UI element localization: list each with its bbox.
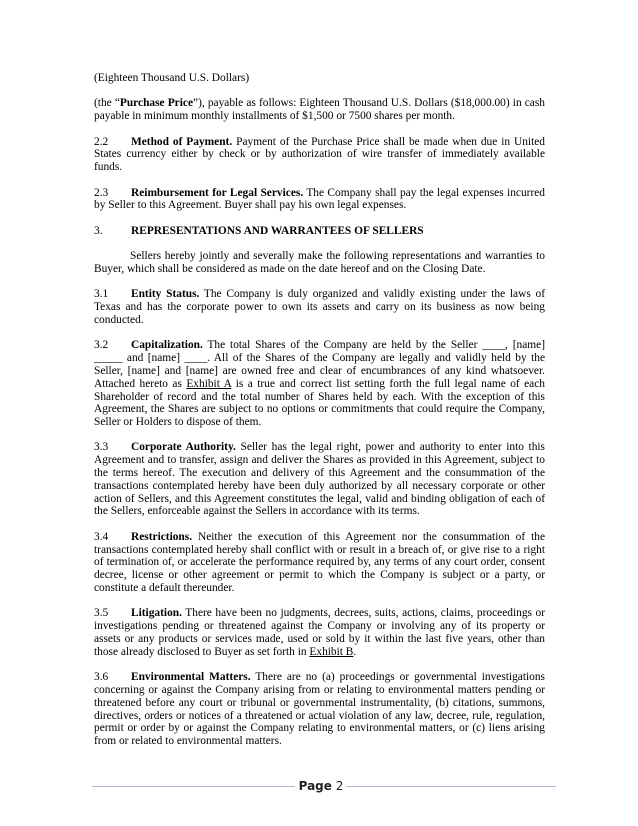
section-3-2: 3.2 Capitalization. The total Shares of the Company are held by the Seller ____, [name] _____ and [name] ____. All of the Shares of the Company are legally and validly held by the Seller, [name] and [name] are owned free and clear of encumbrances of any kind whatsoever. Attached hereto as Exhibit A is a true and correct list setting forth the full legal name of each Shareholder of record and the total number of Shares held by each. With the exception of this Agreement, the Shares are subject to no options or commitments that could require the Company, Seller or Holders to dispose of them. [94, 339, 545, 429]
section-title: Environmental Matters. [131, 671, 251, 684]
section-title: Reimbursement for Legal Services. [131, 186, 304, 199]
exhibit-a-link: Exhibit A [186, 377, 232, 390]
section-3-5: 3.5 Litigation. There have been no judgments, decrees, suits, actions, claims, proceedings or investigations pending or threatened against the Company or involving any of its property or assets or any products or services made, used or sold by it within the last five years, other than those already disclosed to Buyer as set forth in Exhibit B. [94, 607, 545, 658]
footer-rule-right [346, 786, 556, 787]
document-page [94, 72, 545, 761]
section-title: Litigation. [131, 607, 182, 620]
section-number: 3.5 [94, 607, 109, 620]
section-number: 3. [94, 224, 103, 237]
purchase-price-paragraph: (the “Purchase Price”), payable as follows: Eighteen Thousand U.S. Dollars ($18,000.00) in cash payable in minimum monthly installments of $1,500 or 7500 shares per month. [94, 97, 545, 123]
section-title: Restrictions. [131, 530, 193, 543]
blank-line: ____ [482, 339, 506, 352]
section-number: 2.2 [94, 135, 109, 148]
section-number: 3.4 [94, 530, 109, 543]
section-title: Entity Status. [131, 288, 200, 301]
page-footer [92, 778, 556, 794]
section-title: Corporate Authority. [131, 441, 236, 454]
page-number [298, 778, 344, 794]
blank-line: ____ [184, 352, 208, 365]
amount-heading: (Eighteen Thousand U.S. Dollars) [94, 72, 250, 84]
page-label: Page [298, 779, 332, 793]
section-number: 2.3 [94, 186, 109, 199]
section-2-2: 2.2 Method of Payment. Payment of the Purchase Price shall be made when due in United States currency either by check or by authorization of wire transfer of immediately available funds. [94, 135, 545, 174]
section-number: 3.1 [94, 288, 109, 301]
section-2-3: 2.3 Reimbursement for Legal Services. The Company shall pay the legal expenses incurred by Seller to this Agreement. Buyer shall pay his own legal expenses. [94, 186, 545, 212]
page-number-value: 2 [335, 779, 344, 793]
footer-rule-left [92, 786, 295, 787]
section-3-intro: Sellers hereby jointly and severally make the following representations and warranties to Buyer, which shall be considered as made on the date hereof and on the Closing Date. [94, 250, 545, 275]
section-3-heading [94, 225, 545, 238]
section-number: 3.6 [94, 671, 109, 684]
section-title: Method of Payment. [131, 135, 233, 148]
section-number: 3.3 [94, 441, 109, 454]
section-number: 3.2 [94, 339, 109, 352]
section-3-4: 3.4 Restrictions. Neither the execution of this Agreement nor the consummation of the transactions contemplated hereby shall conflict with or result in a breach of, or give rise to a right of termination of, or accelerate the performance required by, any terms of any court order, consent decree, license or other agreement or permit to which the Company is subject or a party, or constitute a default thereunder. [94, 530, 545, 595]
blank-line: _____ [94, 352, 123, 365]
purchase-price-term: Purchase Price [119, 97, 194, 110]
section-3-3: 3.3 Corporate Authority. Seller has the legal right, power and authority to enter into this Agreement and to transfer, assign and deliver the Shares as provided in this Agreement, subject to the terms hereof. The execution and delivery of this Agreement and the consummation of the transactions contemplated hereby have been duly authorized by all necessary corporate or other action of Sellers, and this Agreement constitutes the legal, valid and binding obligation of each of the Sellers, enforceable against the Sellers in accordance with its terms. [94, 441, 545, 518]
section-title: Capitalization. [131, 339, 203, 352]
section-title: REPRESENTATIONS AND WARRANTEES OF SELLERS [131, 224, 424, 237]
exhibit-b-link: Exhibit B [309, 645, 354, 658]
section-3-1: 3.1 Entity Status. The Company is duly organized and validly existing under the laws of Texas and has the corporate power to own its assets and carry on its business as now being conducted. [94, 288, 545, 326]
section-3-6: 3.6 Environmental Matters. There are no (a) proceedings or governmental investigations concerning or against the Company arising from or relating to environmental matters pending or threatened before any court or tribunal or governmental instrumentality, (b) citations, summons, directives, orders or notices of a threatened or actual violation of any law, decree, rule, regulation, permit or order by or against the Company relating to environmental matters, or (c) liens arising from or related to environmental matters. [94, 671, 545, 748]
